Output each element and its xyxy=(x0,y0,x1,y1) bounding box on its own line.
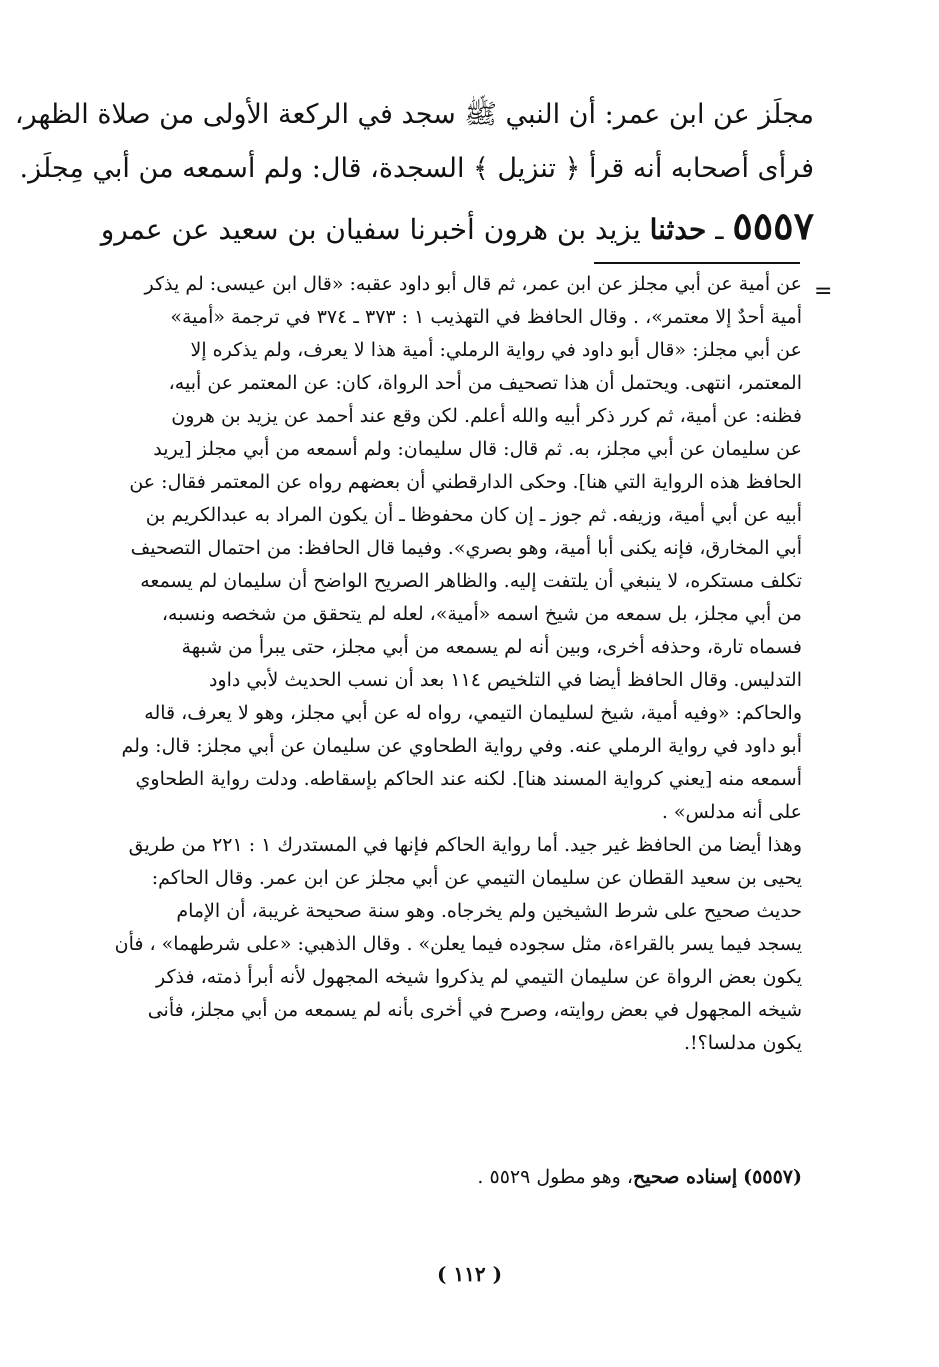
note-line: التدليس. وقال الحافظ أيضا في التلخيص ١١٤ بعد أن نسب الحديث لأبي داود xyxy=(208,669,802,691)
main-text-block xyxy=(14,88,814,260)
note-line: وهذا أيضا من الحافظ غير جيد. أما رواية الحاكم فإنها في المستدرك ١ : ٢٢١ من طريق xyxy=(128,834,802,856)
commentary-paragraph-1 xyxy=(100,268,802,829)
note-line: يحيى بن سعيد القطان عن سليمان التيمي عن أبي مجلز عن ابن عمر. وقال الحاكم: xyxy=(151,867,802,889)
note-line: والحاكم: «وفيه أمية، شيخ لسليمان التيمي، رواه له عن أبي مجلز، وهو لا يعرف، قاله xyxy=(144,702,802,724)
footnote-grading: إسناده صحيح xyxy=(632,1166,738,1188)
note-line: أبي المخارق، فإنه يكنى أبا أمية، وهو بصري». وفيما قال الحافظ: من احتمال التصحيف xyxy=(130,537,802,559)
hadith-grading-footnote xyxy=(100,1161,802,1194)
main-text-line-1: مجلَز عن ابن عمر: أن النبي ﷺ سجد في الركعة الأولى من صلاة الظهر، xyxy=(14,99,814,130)
commentary-notes xyxy=(100,268,802,1060)
page-number: ( ١١٢ ) xyxy=(436,1262,503,1286)
note-line: فسماه تارة، وحذفه أخرى، وبين أنه لم يسمعه من أبي مجلز، حتى يبرأ من شبهة xyxy=(181,636,802,658)
note-line: المعتمر، انتهى. ويحتمل أن هذا تصحيف من أحد الرواة، كان: عن المعتمر عن أبيه، xyxy=(168,372,802,394)
note-line: أمية أحدٌ إلا معتمر»، . وقال الحافظ في التهذيب ١ : ٣٧٣ ـ ٣٧٤ في ترجمة «أمية» xyxy=(170,306,802,328)
note-line: عن سليمان عن أبي مجلز، به. ثم قال: قال سليمان: ولم أسمعه من أبي مجلز [يريد xyxy=(153,438,802,460)
note-line: على أنه مدلس» . xyxy=(661,801,802,823)
hadith-number: ٥٥٥٧ xyxy=(732,203,814,248)
main-text-line-2: فرأى أصحابه أنه قرأ ﴿ تنزيل ﴾ السجدة، قال: ولم أسمعه من أبي مِجلَز. xyxy=(19,153,814,184)
footnote-divider xyxy=(594,262,800,264)
note-line: أسمعه منه [يعني كرواية المسند هنا]. لكنه عند الحاكم بإسقاطه. ودلت رواية الطحاوي xyxy=(135,768,802,790)
hadith-isnad-text: يزيد بن هرون أخبرنا سفيان بن سعيد عن عمرو xyxy=(100,213,650,246)
note-line: عن أمية عن أبي مجلز عن ابن عمر، ثم قال أبو داود عقبه: «قال ابن عيسى: لم يذكر xyxy=(144,273,802,295)
commentary-paragraph-2 xyxy=(100,829,802,1060)
note-line: من أبي مجلز، بل سمعه من شيخ اسمه «أمية»، لعله لم يتحقق من شخصه ونسبه، xyxy=(161,603,802,625)
note-line: عن أبي مجلز: «قال أبو داود في رواية الرملي: أمية هذا لا يعرف، ولم يذكره إلا xyxy=(190,339,802,361)
hadith-dash: ـ xyxy=(706,213,733,246)
note-line: حديث صحيح على شرط الشيخين ولم يخرجاه. وهو سنة صحيحة غريبة، أن الإمام xyxy=(176,900,802,922)
footnote-text: ، وهو مطول ٥٥٢٩ . xyxy=(477,1166,633,1188)
note-line: أبيه عن أبي أمية، وزيفه. ثم جوز ـ إن كان محفوظا ـ أن يكون المراد به عبدالكريم بن xyxy=(145,504,802,526)
note-line: تكلف مستكره، لا ينبغي أن يلتفت إليه. والظاهر الصريح الواضح أن سليمان لم يسمعه xyxy=(140,570,802,592)
footnote-number: (٥٥٥٧) xyxy=(743,1166,802,1188)
hadith-header-line xyxy=(96,196,814,260)
continuation-mark: = xyxy=(814,279,833,304)
note-line: أبو داود في رواية الرملي عنه. وفي رواية الطحاوي عن سليمان عن أبي مجلز: قال: ولم xyxy=(121,735,802,757)
hadith-narration-word: حدثنا xyxy=(649,213,707,246)
note-line: الحافظ هذه الرواية التي هنا]. وحكى الدارقطني أن بعضهم رواه عن المعتمر فقال: عن xyxy=(129,471,802,493)
note-line: يكون بعض الرواة عن سليمان التيمي لم يذكروا شيخه المجهول لأنه أبرأ ذمته، فذكر xyxy=(156,966,802,988)
note-line: يسجد فيما يسر بالقراءة، مثل سجوده فيما يعلن» . وقال الذهبي: «على شرطهما» ، فأن xyxy=(114,933,802,955)
note-line: شيخه المجهول في بعض روايته، وصرح في أخرى بأنه لم يسمعه من أبي مجلز، فأنى xyxy=(147,999,802,1021)
note-line: يكون مدلسا؟!. xyxy=(683,1032,802,1054)
note-line: فظنه: عن أمية، ثم كرر ذكر أبيه والله أعلم. لكن وقع عند أحمد عن يزيد بن هرون xyxy=(171,405,802,427)
